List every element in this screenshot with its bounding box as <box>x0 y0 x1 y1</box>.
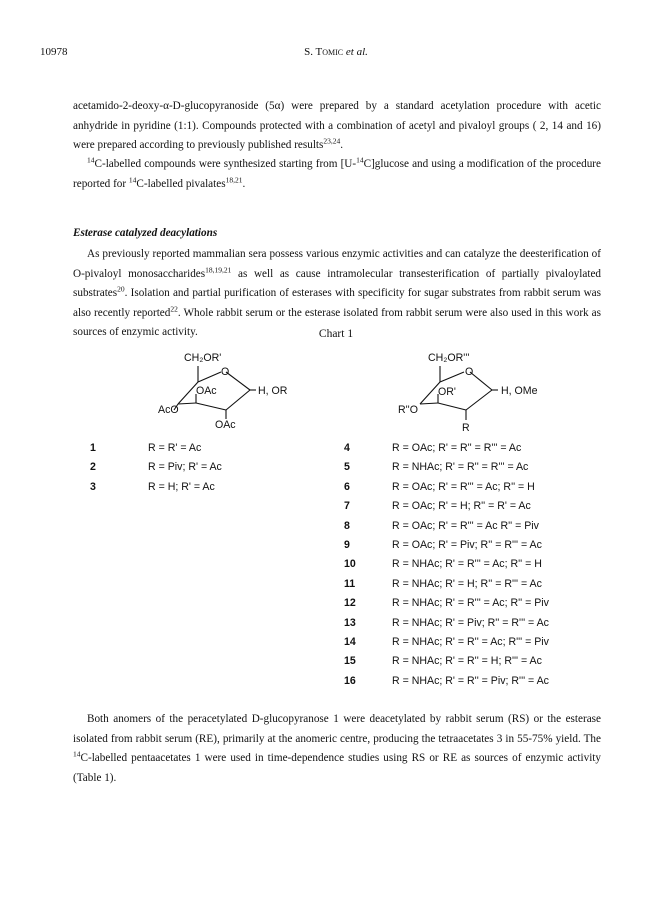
section-heading: Esterase catalyzed deacylations <box>73 227 218 239</box>
compound-number: 10 <box>344 558 356 571</box>
paragraph-2-end: . <box>242 177 246 190</box>
paragraph-3-text-a: As previously reported mammalian sera possess various enzymic activities and can catalyze the deesterification of O-pivaloyl monosaccharides <box>73 248 601 280</box>
compound-substituents: R = NHAc; R' = H; R'' = R''' = Ac <box>392 577 542 590</box>
compound-number: 9 <box>344 539 350 551</box>
isotope-superscript: 14 <box>128 174 137 184</box>
compound-number: 16 <box>344 674 356 687</box>
compound-substituents: R = NHAc; R' = R'' = H; R''' = Ac <box>392 655 542 668</box>
isotope-superscript: 14 <box>73 749 81 759</box>
compound-substituents: R = R' = Ac <box>148 442 202 454</box>
left-ring-oxygen: O <box>221 366 230 378</box>
compound-number: 4 <box>344 442 350 454</box>
paragraph-2-text-c: C-labelled pivalates <box>136 177 226 190</box>
compound-substituents: R = NHAc; R' = R''' = Ac; R'' = Piv <box>392 597 549 610</box>
compound-substituents: R = OAc; R' = R''' = Ac R'' = Piv <box>392 519 539 532</box>
left-oac-inner: OAc <box>196 385 217 397</box>
running-title-etal: et al. <box>345 46 368 58</box>
compound-number: 15 <box>344 655 356 668</box>
running-title-name: S. Tomic <box>304 46 344 58</box>
compound-substituents: R = NHAc; R' = Piv; R'' = R''' = Ac <box>392 616 549 629</box>
paragraph-4 <box>73 710 601 788</box>
compound-substituents: R = OAc; R' = R''' = Ac; R'' = H <box>392 480 535 493</box>
paragraph-2-text-b: C]glucose and using a modification of the procedure reported for <box>73 158 601 190</box>
compound-substituents: R = Piv; R' = Ac <box>148 461 222 474</box>
right-r-bottom: R <box>462 422 470 434</box>
right-ring-oxygen: O <box>465 366 474 378</box>
compound-substituents: R = OAc; R' = H; R'' = R' = Ac <box>392 500 531 513</box>
citation: 20 <box>117 284 125 294</box>
citation: 18,21 <box>225 174 243 184</box>
running-title <box>0 46 672 58</box>
paragraph-1-end: . <box>340 139 344 152</box>
isotope-superscript: 14 <box>356 155 364 165</box>
compound-substituents: R = NHAc; R' = R''' = Ac; R'' = H <box>392 558 542 571</box>
compound-number: 6 <box>344 480 350 493</box>
compound-substituents: R = OAc; R' = Piv; R'' = R''' = Ac <box>392 539 542 551</box>
chart-title: Chart 1 <box>318 328 354 340</box>
compound-number: 8 <box>344 519 350 532</box>
compound-substituents: R = H; R' = Ac <box>148 480 215 493</box>
citation: 18,19,21 <box>205 264 232 274</box>
compound-number: 1 <box>90 442 96 454</box>
right-or-inner: OR' <box>438 386 456 398</box>
compound-number: 13 <box>344 616 356 629</box>
compound-number: 11 <box>344 577 356 590</box>
paragraph-1-text: acetamido-2-deoxy-α-D-glucopyranoside (5α) were prepared by a standard acetylation procedure with acetic anhydride in pyridine (1:1). Compounds protected with a combination of acetyl and pivaloyl groups ( 2, 14 and 16) were prepared according to previously published results <box>73 100 601 152</box>
citation: 22 <box>170 304 178 314</box>
left-ch2-label: CH₂OR' <box>184 352 222 364</box>
right-ch2-label: CH₂OR''' <box>428 352 470 364</box>
compound-number: 5 <box>344 461 350 474</box>
compound-number: 3 <box>90 480 96 493</box>
paragraph-2-text-a: C-labelled compounds were synthesized starting from [U- <box>94 158 357 170</box>
compound-substituents: R = OAc; R' = R'' = R''' = Ac <box>392 442 522 454</box>
page-number: 10978 <box>40 46 68 58</box>
compound-number: 12 <box>344 597 356 610</box>
paragraph-4-text-b: C-labelled pentaacetates 1 were used in time-dependence studies using RS or RE as sources of enzymic activity (Table 1). <box>73 752 601 784</box>
paragraph-1 <box>73 97 601 156</box>
left-oac-bottom: OAc <box>215 419 236 431</box>
paragraph-3-text-d: . Whole rabbit serum or the esterase isolated from rabbit serum were also used in this work as sources of enzymic activity. <box>73 306 601 339</box>
paragraph-3-text-b: as well as cause intramolecular transesterification of partially pivaloylated substrates <box>73 267 601 300</box>
right-rdo-label: R''O <box>398 404 418 416</box>
isotope-superscript: 14 <box>87 155 95 165</box>
citation: 23,24 <box>323 136 341 146</box>
compound-substituents: R = NHAc; R' = R'' = Ac; R''' = Piv <box>392 636 549 648</box>
paragraph-2 <box>73 155 601 194</box>
compound-number: 14 <box>344 636 356 648</box>
paragraph-3-text-c: . Isolation and partial purification of esterases with specificity for sugar substrates from rabbit serum was also recently reported <box>73 287 601 319</box>
left-sugar-structure <box>148 346 298 436</box>
right-sugar-structure <box>392 346 552 441</box>
left-aco-label: AcO <box>158 404 179 416</box>
left-anomeric-label: H, OR <box>258 385 288 397</box>
compound-number: 7 <box>344 500 350 513</box>
compound-substituents: R = NHAc; R' = R'' = Piv; R''' = Ac <box>392 674 549 687</box>
right-anomeric-label: H, OMe <box>501 385 538 397</box>
compound-number: 2 <box>90 461 96 474</box>
paragraph-4-text-a: Both anomers of the peracetylated D-glucopyranose 1 were deacetylated by rabbit serum (RS) or the esterase isolated from rabbit serum (RE), primarily at the anomeric centre, producing the tetraacetates 3 in 55-75% yield. The <box>73 713 601 745</box>
compound-substituents: R = NHAc; R' = R'' = R''' = Ac <box>392 461 529 474</box>
